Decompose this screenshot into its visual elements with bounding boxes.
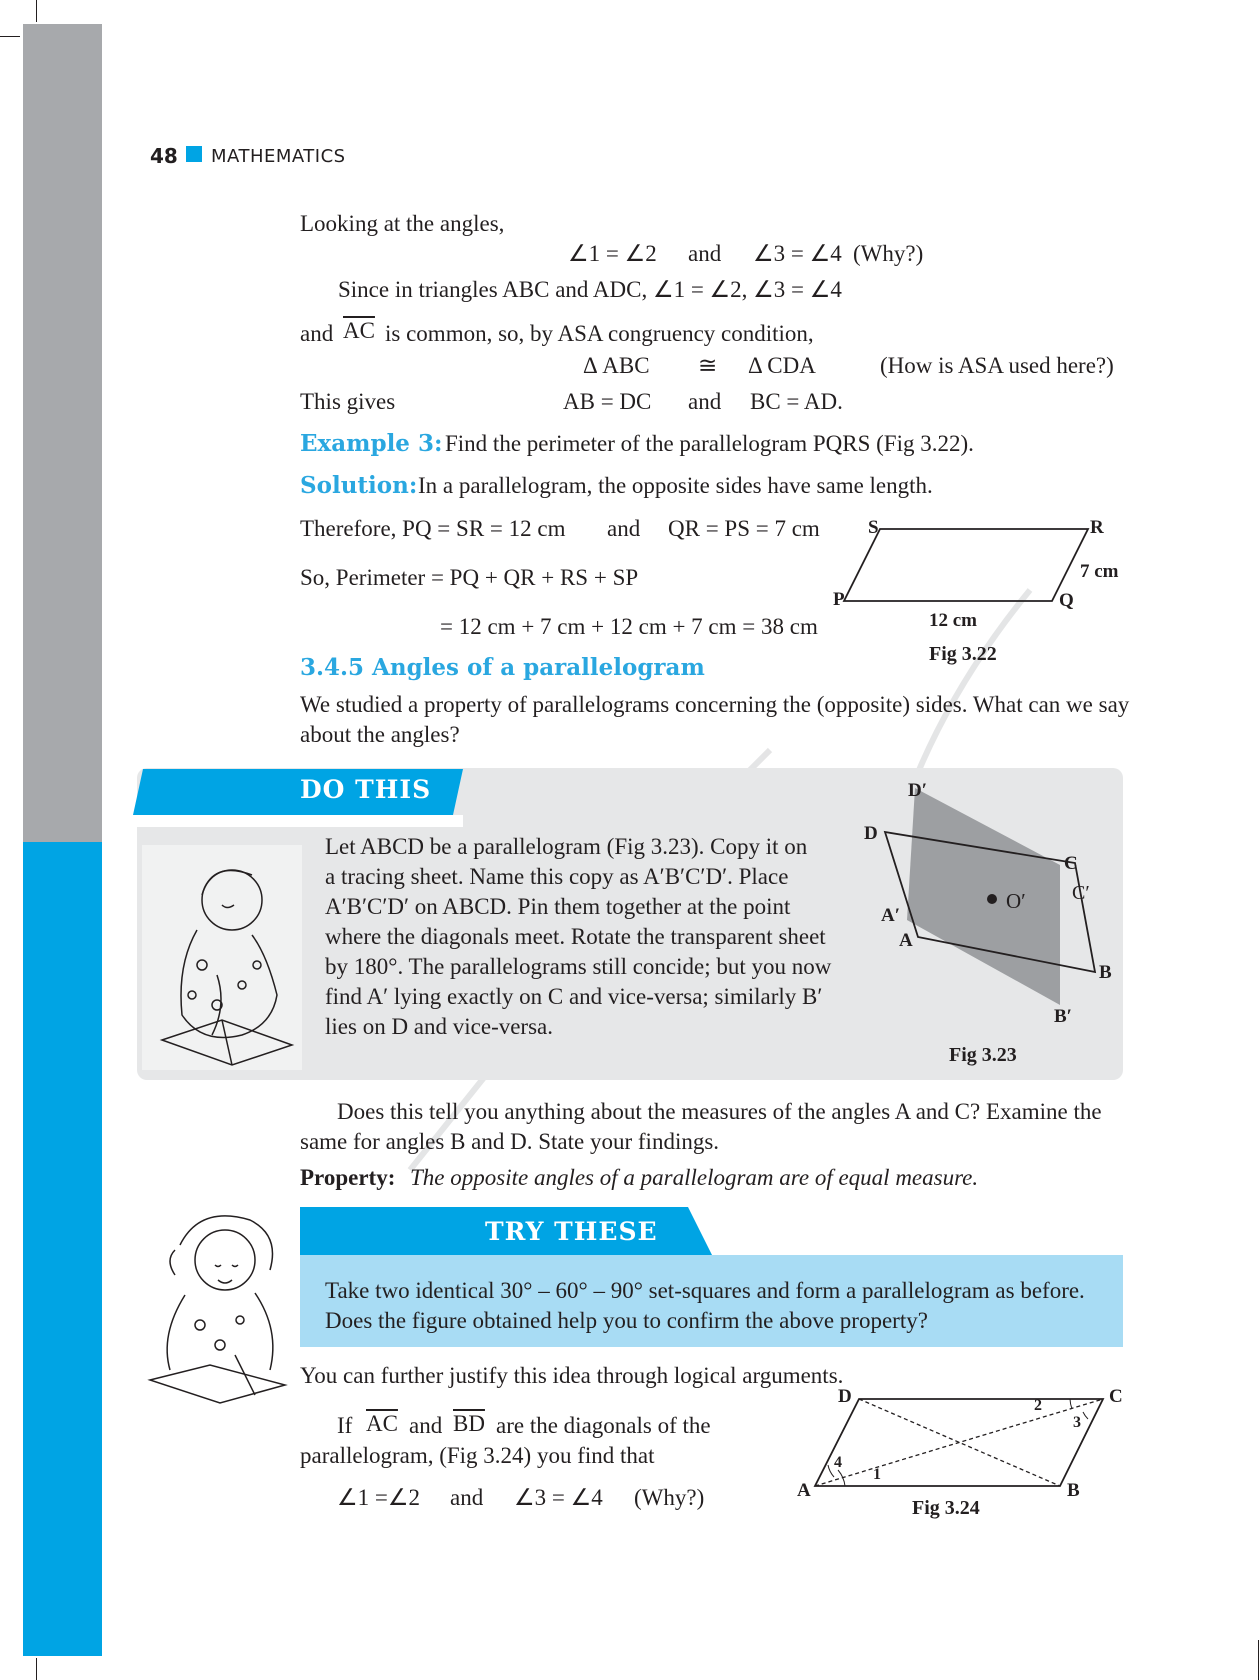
vertex-label: C′	[1072, 882, 1090, 904]
vertex-label: B′	[1054, 1006, 1073, 1027]
vertex-label: D	[838, 1386, 852, 1407]
centre-point	[987, 894, 997, 904]
vertex-label: B	[1099, 962, 1112, 983]
text-line: is common, so, by ASA congruency condition,	[385, 321, 814, 346]
angle-label: 4	[834, 1454, 842, 1471]
text-line: Therefore, PQ = SR = 12 cm	[300, 516, 566, 541]
text-line: Since in triangles ABC and ADC, ∠1 = ∠2, ∠3 = ∠4	[338, 277, 842, 302]
text-line: and	[300, 321, 334, 346]
try-these-title: TRY THESE	[485, 1217, 658, 1246]
vertex-label: C	[1064, 853, 1078, 874]
text-line: Looking at the angles,	[300, 211, 505, 236]
text-line: same for angles B and D. State your findings.	[300, 1129, 720, 1154]
segment-ac: $\overline{AC}$	[343, 318, 375, 343]
child-reading-drawing	[142, 845, 302, 1070]
do-this-line: A′B′C′D′ on ABCD. Pin them together at the point	[325, 894, 791, 919]
vertex-label: O′	[1006, 889, 1026, 913]
vertex-label: R	[1090, 517, 1104, 538]
side-label: 7 cm	[1080, 561, 1119, 582]
text-line: = 12 cm + 7 cm + 12 cm + 7 cm = 38 cm	[440, 614, 818, 639]
text-line: (Why?)	[634, 1485, 705, 1510]
diagonal-ac	[815, 1399, 1103, 1486]
text-line: So, Perimeter = PQ + QR + RS + SP	[300, 565, 639, 590]
do-this-line: find A′ lying exactly on C and vice-versa; similarly B′	[325, 984, 823, 1009]
text-line: are the diagonals of the	[496, 1413, 711, 1438]
do-this-line: lies on D and vice-versa.	[325, 1014, 554, 1039]
vertex-label: D′	[908, 780, 928, 801]
crop-mark	[0, 36, 20, 37]
vertex-label: Q	[1059, 590, 1074, 611]
parallelogram-shape	[844, 529, 1088, 601]
figure-caption: Fig 3.22	[929, 643, 997, 665]
text-line: (How is ASA used here?)	[880, 353, 1114, 378]
do-this-line: Let ABCD be a parallelogram (Fig 3.23). Copy it on	[325, 834, 808, 859]
page-number: 48	[150, 144, 178, 168]
text-line: and	[450, 1485, 484, 1510]
child-reading-illustration	[142, 845, 302, 1070]
property-text: The opposite angles of a parallelogram are of equal measure.	[410, 1165, 979, 1190]
try-these-line: Does the figure obtained help you to confirm the above property?	[325, 1308, 928, 1333]
math-expr: BC = AD.	[750, 389, 843, 414]
solution-text: In a parallelogram, the opposite sides have same length.	[418, 473, 933, 498]
text-line: Does this tell you anything about the measures of the angles A and C? Examine the	[337, 1099, 1102, 1124]
vertex-label: A	[797, 1480, 811, 1501]
text-line: QR = PS = 7 cm	[668, 516, 820, 541]
crop-mark	[36, 1658, 37, 1680]
text-line: and	[688, 389, 722, 414]
do-this-line: where the diagonals meet. Rotate the transparent sheet	[325, 924, 826, 949]
paragraph: We studied a property of parallelograms concerning the (opposite) sides. What can we say about the angles?	[300, 692, 1130, 747]
solution-label: Solution:	[300, 472, 418, 499]
math-expr: Δ ABC	[583, 353, 650, 378]
child-writing-illustration	[140, 1205, 290, 1405]
try-these-line: Take two identical 30° – 60° – 90° set-squares and form a parallelogram as before.	[325, 1278, 1085, 1303]
vertex-label: S	[868, 517, 879, 538]
crop-mark	[36, 0, 37, 22]
do-this-title: DO THIS	[300, 775, 432, 804]
crop-mark	[1258, 1640, 1259, 1680]
angle-label: 3	[1073, 1414, 1081, 1431]
text-line: and	[607, 516, 641, 541]
text-line: You can further justify this idea through logical arguments.	[300, 1363, 844, 1388]
text-line: If	[337, 1413, 353, 1438]
text-line: (Why?)	[853, 241, 924, 266]
vertex-label: P	[833, 589, 845, 610]
math-expr: ∠1 =∠2	[337, 1485, 420, 1510]
figure-caption: Fig 3.23	[949, 1044, 1017, 1066]
angle-label: 1	[873, 1466, 881, 1483]
section-heading: 3.4.5 Angles of a parallelogram	[300, 654, 705, 681]
text-line: This gives	[300, 389, 396, 414]
math-expr: Δ CDA	[748, 353, 816, 378]
rotated-parallelogram	[907, 788, 1060, 1005]
vertex-label: A′	[881, 905, 901, 926]
segment-ac: $\overline{AC}$	[366, 1411, 398, 1436]
side-label: 12 cm	[929, 610, 978, 631]
math-expr: ≅	[698, 353, 718, 378]
do-this-line: a tracing sheet. Name this copy as A′B′C′D′. Place	[325, 864, 789, 889]
example-label: Example 3:	[300, 430, 443, 457]
angle-label: 2	[1034, 1397, 1042, 1414]
text-line: and	[688, 241, 722, 266]
text-line: parallelogram, (Fig 3.24) you find that	[300, 1443, 655, 1468]
property-label: Property:	[300, 1165, 396, 1190]
math-expr: ∠3 = ∠4	[514, 1485, 603, 1510]
sidebar-blue	[23, 842, 102, 1656]
example-text: Find the perimeter of the parallelogram PQRS (Fig 3.22).	[445, 431, 974, 456]
vertex-label: D	[864, 823, 878, 844]
math-expr: ∠3 = ∠4	[753, 241, 842, 266]
do-this-white-strip	[133, 815, 463, 827]
vertex-label: A	[899, 930, 913, 951]
sidebar-gray	[23, 24, 102, 842]
figure-caption: Fig 3.24	[912, 1497, 980, 1519]
header-square-icon	[186, 146, 202, 162]
header-title: MATHEMATICS	[211, 146, 346, 167]
vertex-label: B	[1067, 1480, 1080, 1501]
do-this-line: by 180°. The parallelograms still concide; but you now	[325, 954, 832, 979]
math-expr: ∠1 = ∠2	[568, 241, 657, 266]
child-writing-drawing	[140, 1205, 290, 1405]
math-expr: AB = DC	[563, 389, 652, 414]
segment-bd: $\overline{BD}$	[453, 1411, 485, 1436]
text-line: and	[409, 1413, 443, 1438]
vertex-label: C	[1109, 1386, 1123, 1407]
